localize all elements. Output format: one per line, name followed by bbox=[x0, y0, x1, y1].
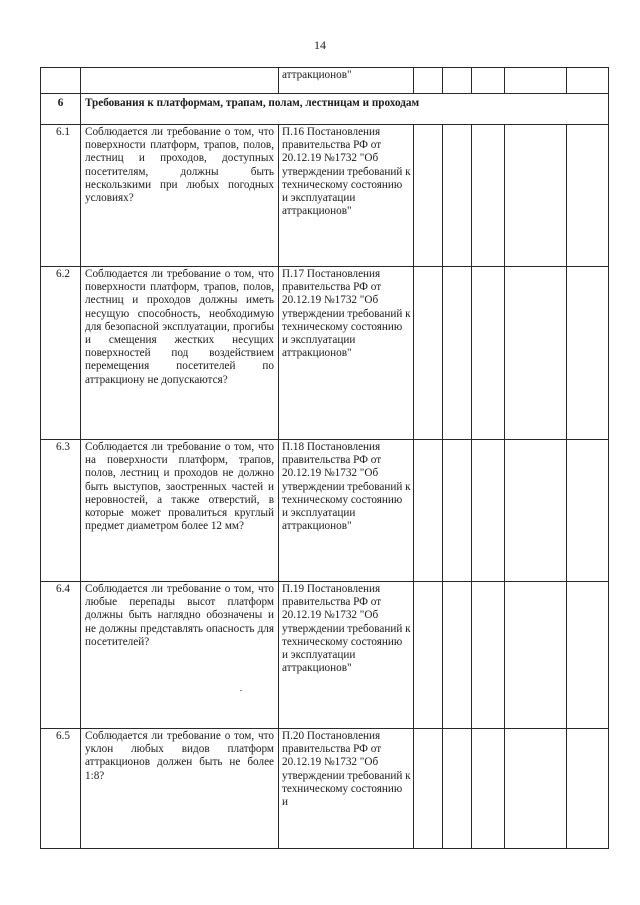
item-number: 6.1 bbox=[41, 125, 81, 267]
answer-cell bbox=[505, 729, 567, 849]
requirement-text: Соблюдается ли требование о том, что любые перепады высот платформ должны быть наглядно обозначены и не должны представлять опасность для посетителей? bbox=[81, 582, 279, 729]
answer-cell bbox=[414, 729, 443, 849]
answer-cell bbox=[567, 68, 609, 94]
answer-cell bbox=[567, 440, 609, 582]
page-number: 14 bbox=[314, 38, 326, 52]
requirement-cell bbox=[81, 68, 279, 94]
answer-cell bbox=[567, 582, 609, 729]
answer-cell bbox=[414, 267, 443, 440]
answer-cell bbox=[443, 267, 472, 440]
legal-reference: П.20 Постановления правительства РФ от 20.12.19 №1732 "Об утверждении требований к техническому состоянию и bbox=[279, 729, 414, 849]
item-number: 6.2 bbox=[41, 267, 81, 440]
legal-reference: П.17 Постановления правительства РФ от 20.12.19 №1732 "Об утверждении требований к техническому состоянию и эксплуатации аттракционов" bbox=[279, 267, 414, 440]
answer-cell bbox=[472, 440, 505, 582]
item-number: 6.3 bbox=[41, 440, 81, 582]
checklist-table bbox=[40, 67, 609, 849]
reference-cell: аттракционов" bbox=[279, 68, 414, 94]
answer-cell bbox=[472, 729, 505, 849]
table-row bbox=[41, 440, 609, 582]
answer-cell bbox=[472, 68, 505, 94]
continuation-row bbox=[41, 68, 609, 94]
requirement-text: Соблюдается ли требование о том, что поверхности платформ, трапов, полов, лестниц и проходов должны иметь несущую способность, необходимую для безопасной эксплуатации, прогибы и смещения жестких несущих поверхностей под воздействием перемещения посетителей по аттракциону не допускаются? bbox=[81, 267, 279, 440]
answer-cell bbox=[505, 68, 567, 94]
table-row bbox=[41, 582, 609, 729]
number-cell bbox=[41, 68, 81, 94]
requirement-text: Соблюдается ли требование о том, что поверхности платформ, трапов, полов, лестниц и проходов, доступных посетителям, должны быть нескользкими при любых погодных условиях? bbox=[81, 125, 279, 267]
answer-cell bbox=[414, 125, 443, 267]
answer-cell bbox=[443, 440, 472, 582]
answer-cell bbox=[414, 440, 443, 582]
requirement-text: Соблюдается ли требование о том, что уклон любых видов платформ аттракционов должен быть не более 1:8? bbox=[81, 729, 279, 849]
answer-cell bbox=[567, 729, 609, 849]
answer-cell bbox=[505, 267, 567, 440]
answer-cell bbox=[505, 125, 567, 267]
answer-cell bbox=[443, 68, 472, 94]
answer-cell bbox=[505, 440, 567, 582]
table-row bbox=[41, 729, 609, 849]
answer-cell bbox=[505, 582, 567, 729]
item-number: 6.5 bbox=[41, 729, 81, 849]
answer-cell bbox=[414, 582, 443, 729]
answer-cell bbox=[414, 68, 443, 94]
answer-cell bbox=[443, 582, 472, 729]
answer-cell bbox=[443, 125, 472, 267]
legal-reference: П.19 Постановления правительства РФ от 20.12.19 №1732 "Об утверждении требований к техническому состоянию и эксплуатации аттракционов" bbox=[279, 582, 414, 729]
section-number: 6 bbox=[41, 94, 81, 125]
section-header-row bbox=[41, 94, 609, 125]
legal-reference: П.16 Постановления правительства РФ от 20.12.19 №1732 "Об утверждении требований к техническому состоянию и эксплуатации аттракционов" bbox=[279, 125, 414, 267]
answer-cell bbox=[443, 729, 472, 849]
scan-speck bbox=[240, 690, 242, 691]
legal-reference: П.18 Постановления правительства РФ от 20.12.19 №1732 "Об утверждении требований к техническому состоянию и эксплуатации аттракционов" bbox=[279, 440, 414, 582]
answer-cell bbox=[567, 267, 609, 440]
item-number: 6.4 bbox=[41, 582, 81, 729]
answer-cell bbox=[472, 582, 505, 729]
answer-cell bbox=[472, 125, 505, 267]
table-row bbox=[41, 125, 609, 267]
requirement-text: Соблюдается ли требование о том, что на поверхности платформ, трапов, полов, лестниц и проходов не должно быть выступов, заостренных частей и неровностей, а также отверстий, в которые может провалиться круглый предмет диаметром более 12 мм? bbox=[81, 440, 279, 582]
answer-cell bbox=[567, 125, 609, 267]
answer-cell bbox=[472, 267, 505, 440]
section-title: Требования к платформам, трапам, полам, лестницам и проходам bbox=[81, 94, 609, 125]
table-row bbox=[41, 267, 609, 440]
